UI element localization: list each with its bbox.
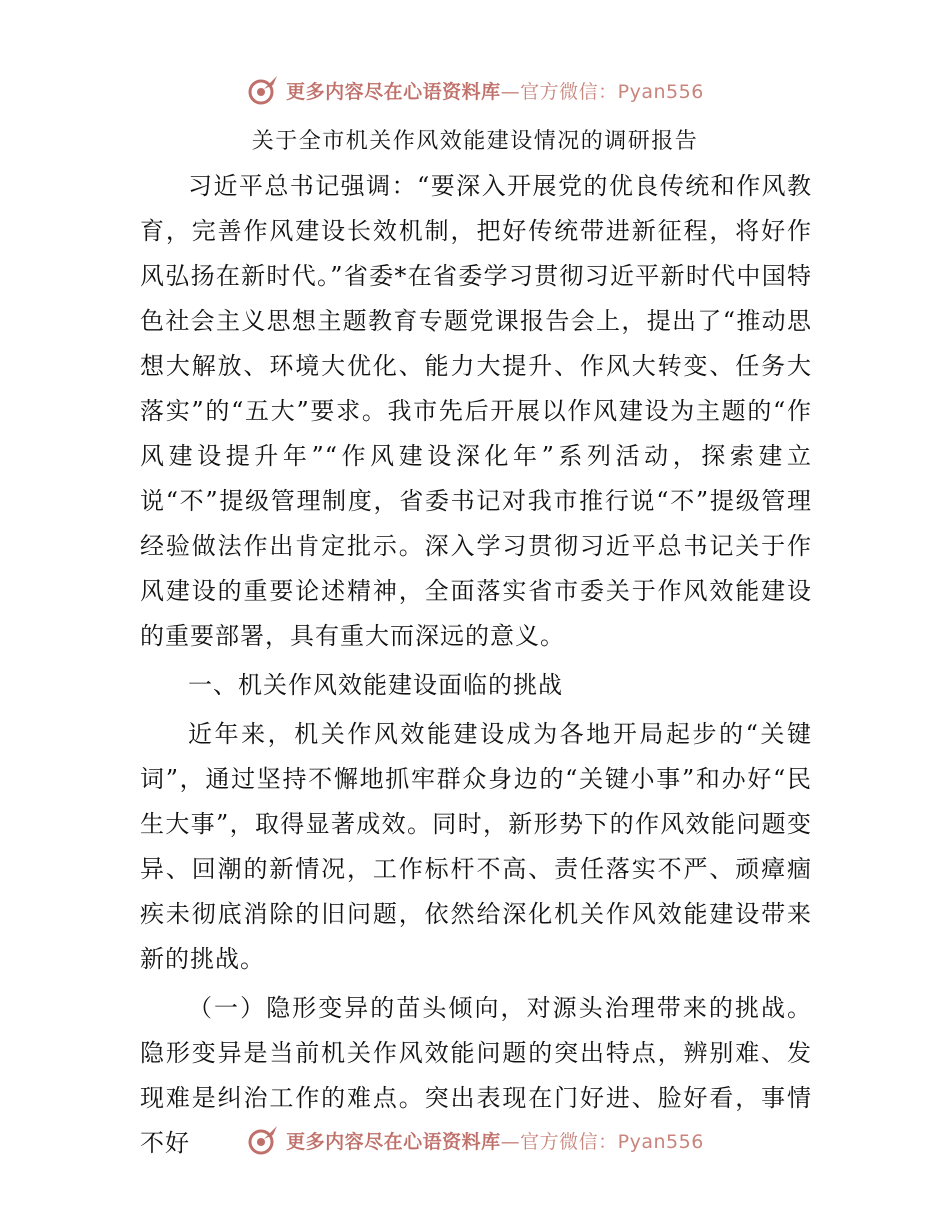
paragraph-subsection-1: （一）隐形变异的苗头倾向，对源头治理带来的挑战。隐形变异是当前机关作风效能问题的突出特点，辨别难、发现难是纠治工作的难点。突出表现在门好进、脸好看，事情不好 <box>140 994 812 1157</box>
watermark-text <box>286 1127 704 1154</box>
watermark-brand: 更多内容尽在心语资料库 <box>286 1130 501 1153</box>
quill-logo-icon <box>246 73 280 107</box>
section-heading-1: 一、机关作风效能建设面临的挑战 <box>188 671 563 699</box>
watermark-contact: —官方微信：Pyan556 <box>500 1130 704 1153</box>
watermark-contact: —官方微信：Pyan556 <box>500 80 704 103</box>
paragraph-intro: 习近平总书记强调：“要深入开展党的优良传统和作风教育，完善作风建设长效机制，把好传统带进新征程，将好作风弘扬在新时代。”省委*在省委学习贯彻习近平新时代中国特色社会主义思想主题教育专题党课报告会上，提出了“推动思想大解放、环境大优化、能力大提升、作风大转变、任务大落实”的“五大”要求。我市先后开展以作风建设为主题的“作风建设提升年”“作风建设深化年”系列活动，探索建立说“不”提级管理制度，省委书记对我市推行说“不”提级管理经验做法作出肯定批示。深入学习贯彻习近平总书记关于作风建设的重要论述精神，全面落实省市委关于作风效能建设的重要部署，具有重大而深远的意义。 <box>140 172 812 650</box>
watermark-brand: 更多内容尽在心语资料库 <box>286 80 501 103</box>
watermark-text <box>286 77 704 104</box>
paragraph-section-1: 近年来，机关作风效能建设成为各地开局起步的“关键词”，通过坚持不懈地抓牢群众身边的“关键小事”和办好“民生大事”，取得显著成效。同时，新形势下的作风效能问题变异、回潮的新情况，工作标杆不高、责任落实不严、顽瘴痼疾未彻底消除的旧问题，依然给深化机关作风效能建设带来新的挑战。 <box>140 720 812 973</box>
watermark-footer <box>0 1120 950 1160</box>
document-body <box>140 164 812 1166</box>
quill-logo-icon <box>246 1123 280 1157</box>
watermark-header <box>0 70 950 110</box>
document-title: 关于全市机关作风效能建设情况的调研报告 <box>251 129 699 154</box>
